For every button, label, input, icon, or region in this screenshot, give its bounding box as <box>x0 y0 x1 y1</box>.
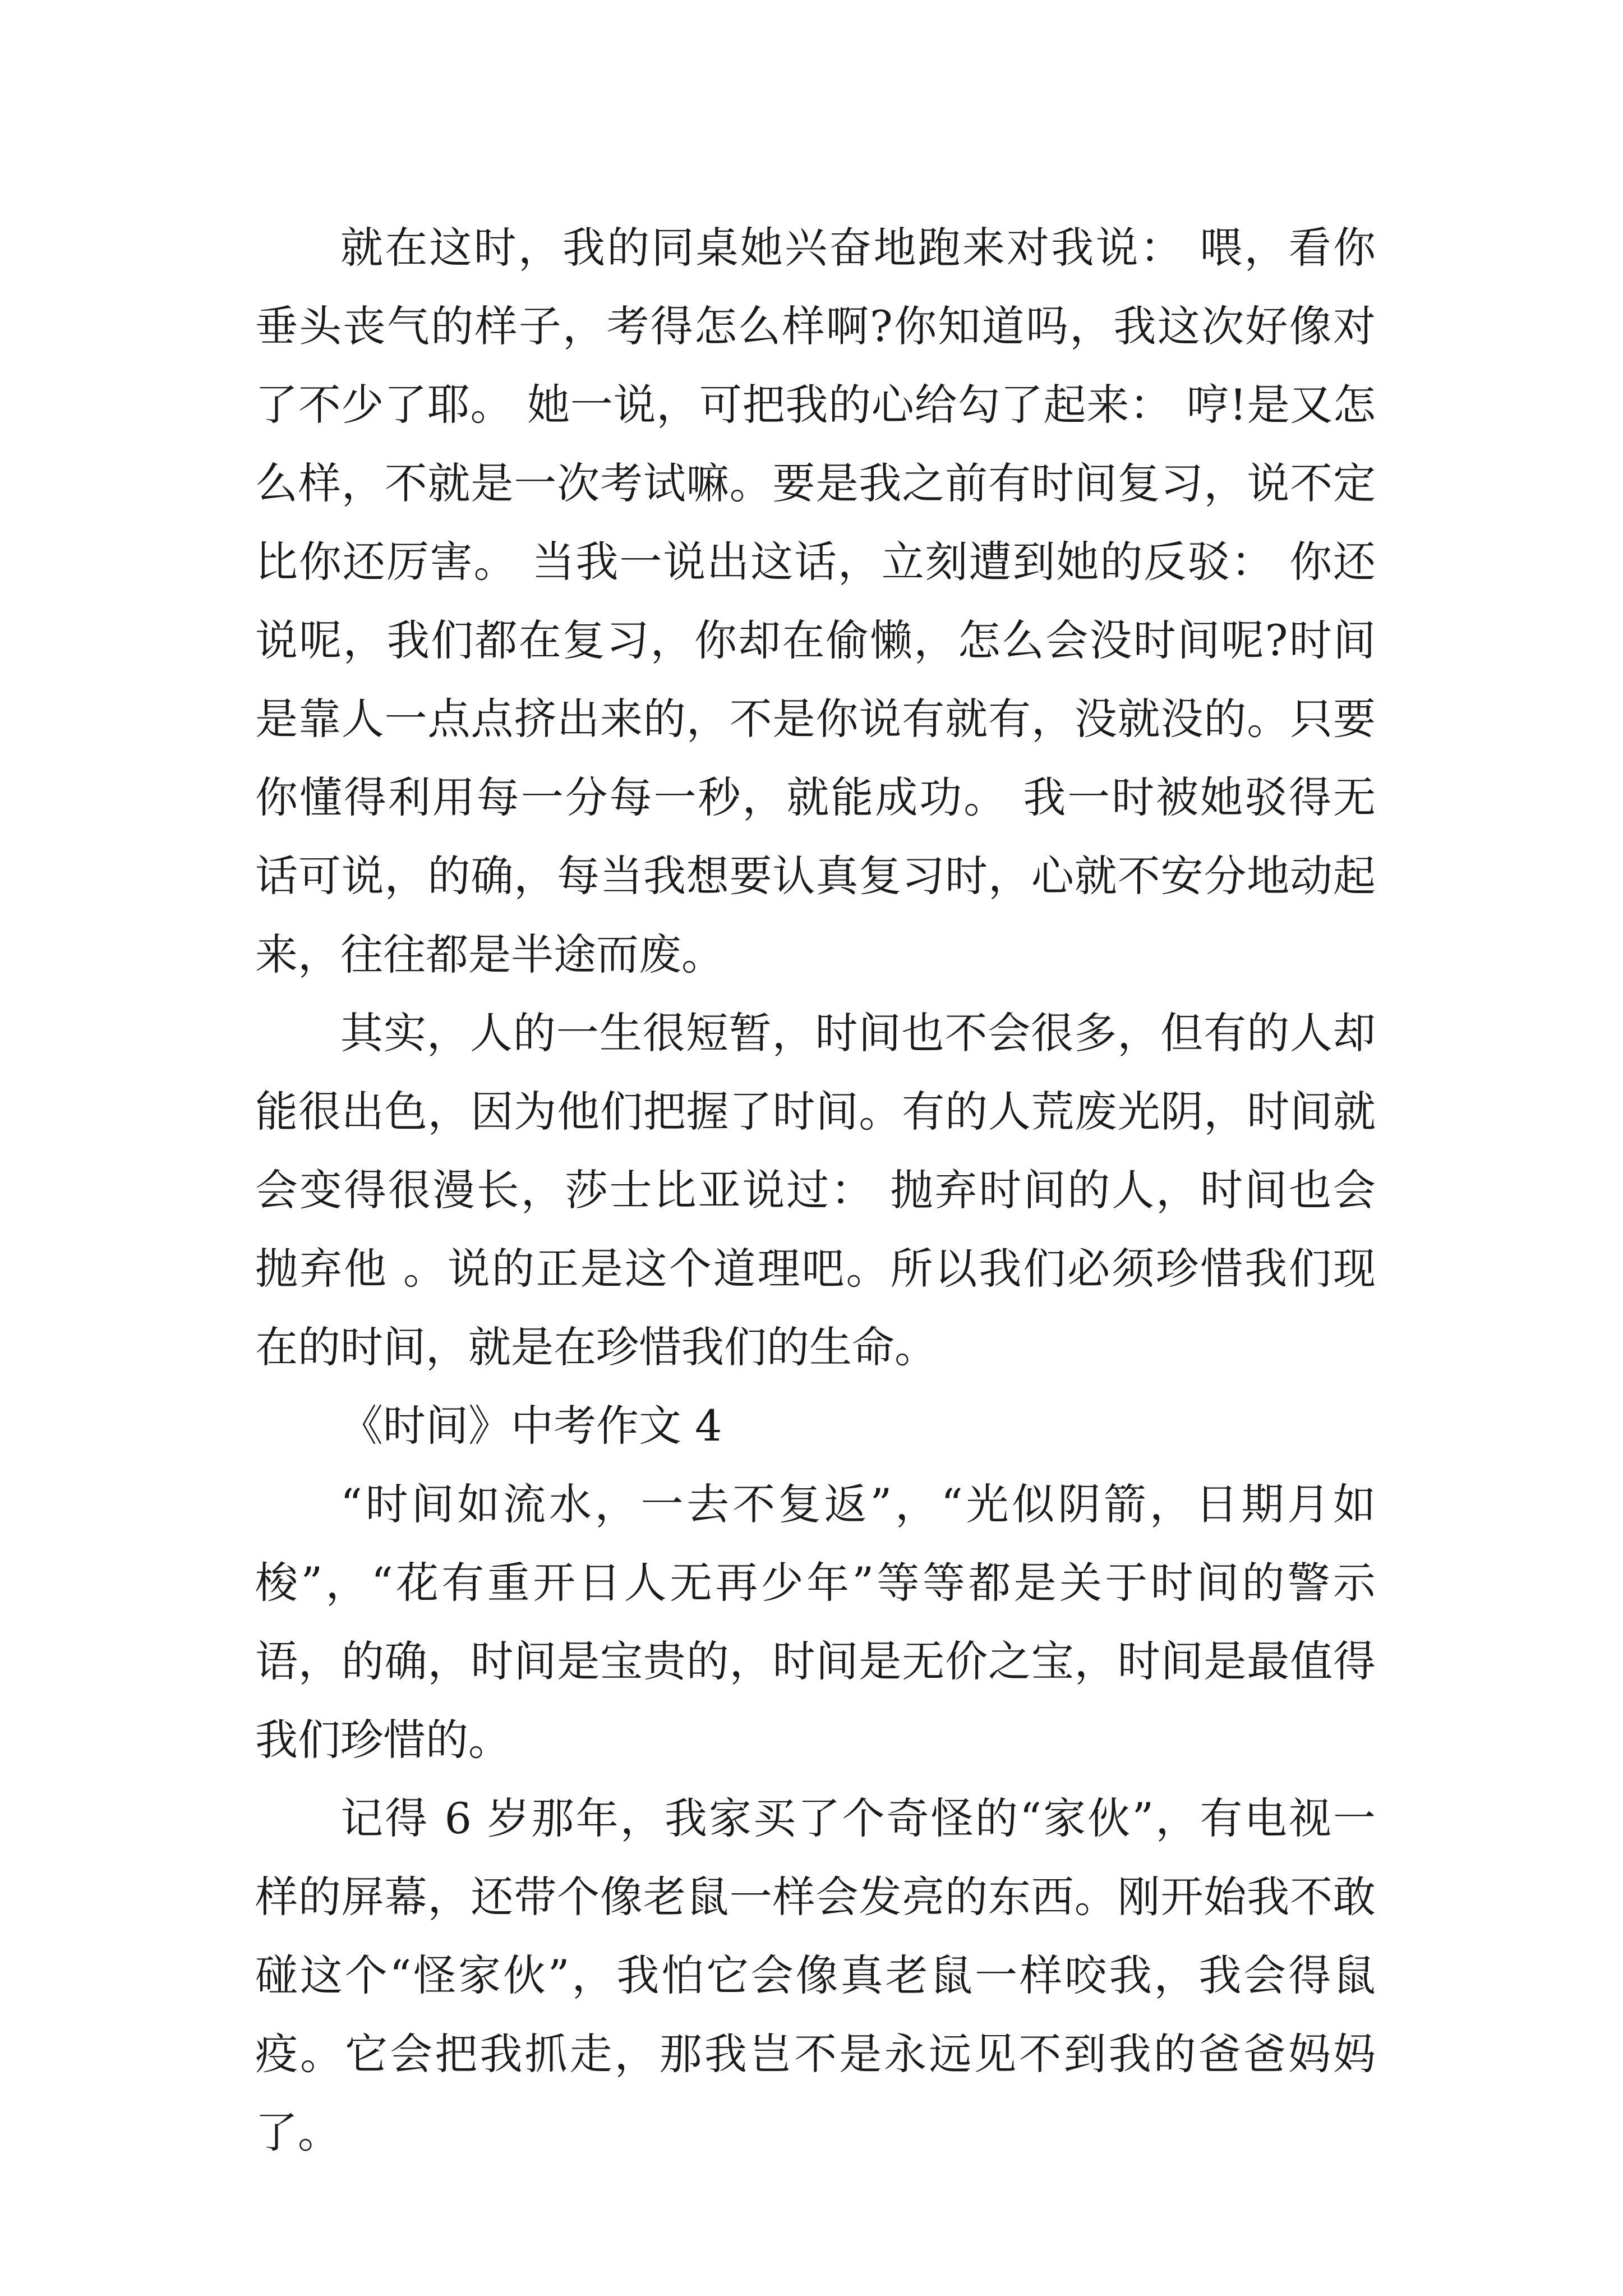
paragraph: 就在这时，我的同桌她兴奋地跑来对我说： 喂，看你垂头丧气的样子，考得怎么样啊?你知道吗，我这次好像对了不少了耶。 她一说，可把我的心给勾了起来： 哼!是又怎么样，不就是一次考试嘛。要是我之前有时间复习，说不定比你还厉害。 当我一说出这话，立刻遭到她的反驳： 你还说呢，我们都在复习，你却在偷懒，怎么会没时间呢?时间是靠人一点点挤出来的，不是你说有就有，没就没的。只要你懂得利用每一分每一秒，就能成功。 我一时被她驳得无话可说，的确，每当我想要认真复习时，心就不安分地动起来，往往都是半途而废。 <box>255 223 1376 979</box>
section-title: 《时间》中考作文 4 <box>340 1401 722 1451</box>
paragraph: 记得 6 岁那年，我家买了个奇怪的“家伙”，有电视一样的屏幕，还带个像老鼠一样会发亮的东西。刚开始我不敢碰这个“怪家伙”，我怕它会像真老鼠一样咬我，我会得鼠疫。它会把我抓走，那我岂不是永远见不到我的爸爸妈妈了。 <box>255 1793 1376 2157</box>
paragraph: “时间如流水，一去不复返”，“光似阴箭，日期月如梭”，“花有重开日人无再少年”等等都是关于时间的警示语，的确，时间是宝贵的，时间是无价之宝，时间是最值得我们珍惜的。 <box>255 1479 1376 1765</box>
paragraph: 其实，人的一生很短暂，时间也不会很多，但有的人却能很出色，因为他们把握了时间。有的人荒废光阴，时间就会变得很漫长，莎士比亚说过： 抛弃时间的人，时间也会抛弃他 。说的正是这个道理吧。所以我们必须珍惜我们现在的时间，就是在珍惜我们的生命。 <box>255 1008 1376 1372</box>
document-body <box>255 209 1376 2172</box>
